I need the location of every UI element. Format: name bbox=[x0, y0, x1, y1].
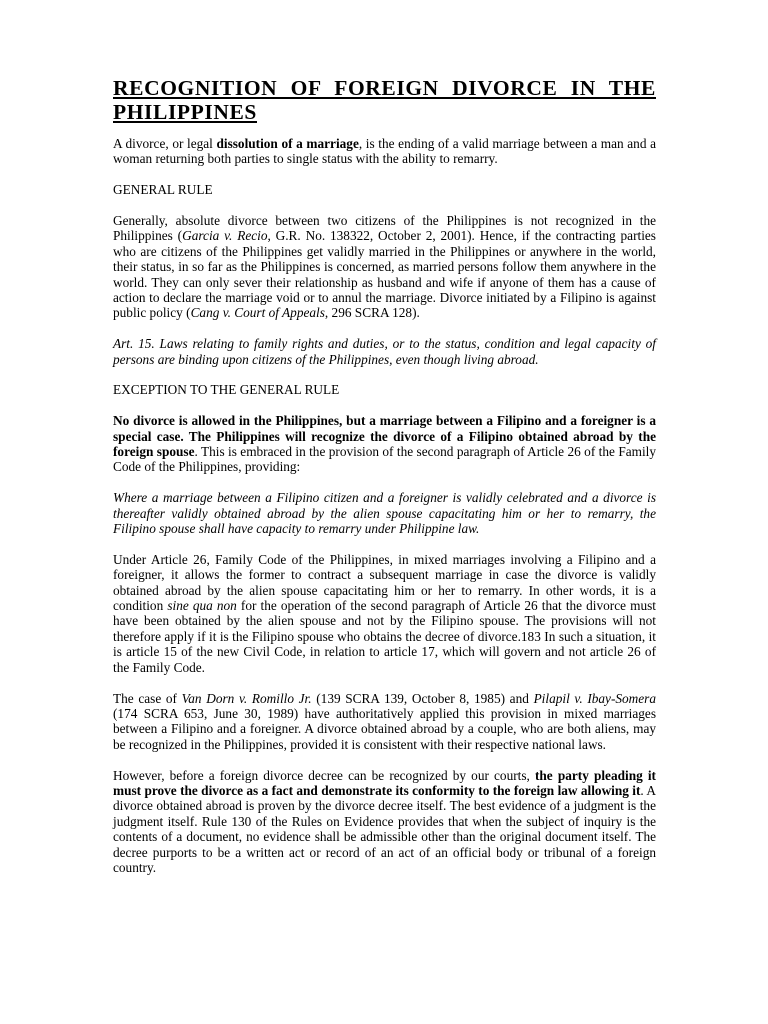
art26-discussion-paragraph bbox=[113, 552, 656, 675]
art26-text-1: Under Article 26, Family Code of the Philippines, in mixed marriages involving a Filipino and a foreigner, it allows the former to contract a subsequent marriage in case the divorce is validly obtained abroad by the alien spouse capacitating him or her to remarry. In other words, it is a condition bbox=[113, 551, 656, 614]
proof-text-1: However, before a foreign divorce decree can be recognized by our courts, bbox=[113, 767, 535, 783]
exception-bold-text: No divorce is allowed in the Philippines, but a marriage between a Filipino and a foreigner is a special case. The Philippines will recognize the divorce of a Filipino obtained abroad by the foreign spouse bbox=[113, 413, 656, 460]
general-rule-heading: GENERAL RULE bbox=[113, 182, 213, 198]
case-citation-cang: Cang v. Court of Appeals bbox=[190, 305, 325, 321]
intro-text-2: , is the ending of a valid marriage between a man and a woman returning both parties to single status with the ability to remarry. bbox=[113, 136, 656, 167]
exception-heading: EXCEPTION TO THE GENERAL RULE bbox=[113, 382, 340, 398]
proof-paragraph bbox=[113, 768, 656, 876]
sine-qua-non-term: sine qua non bbox=[167, 598, 237, 614]
case-citation-garcia: Garcia v. Recio bbox=[182, 228, 268, 244]
case-citation-van-dorn: Van Dorn v. Romillo Jr. bbox=[181, 690, 312, 706]
cases-text-3: (174 SCRA 653, June 30, 1989) have authoritatively applied this provision in mixed marriages between a Filipino and a foreigner. A divorce obtained abroad by a couple, who are both aliens, may be recognized in the Philippines, provided it is consistent with their respective national laws. bbox=[113, 705, 656, 752]
exception-paragraph bbox=[113, 413, 656, 475]
case-citation-pilapil: Pilapil v. Ibay-Somera bbox=[533, 690, 657, 706]
document-page bbox=[113, 76, 656, 891]
cases-text-2: (139 SCRA 139, October 8, 1985) and bbox=[311, 690, 534, 706]
cases-text-1: The case of bbox=[113, 690, 182, 706]
art26-text-2: for the operation of the second paragraph of Article 26 that the divorce must have been obtained by the alien spouse and not by the Filipino spouse. The provisions will not therefore apply if it is the Filipino spouse who obtains the decree of divorce.183 In such a situation, it is article 15 of the new Civil Code, in relation to article 17, which will govern and not article 26 of the Family Code. bbox=[113, 598, 656, 675]
general-rule-text-2: , G.R. No. 138322, October 2, 2001). Hence, if the contracting parties who are citizens of the Philippines get validly married in the Philippines or anywhere in the world, their status, in so far as the Philippines is concerned, as married persons follow them anywhere in the world. They can only sever their relationship as husband and wife if anyone of them has a cause of action to declare the marriage void or to annul the marriage. Divorce initiated by a Filipino is against public policy ( bbox=[113, 228, 656, 321]
intro-bold-term: dissolution of a marriage bbox=[216, 136, 359, 151]
intro-paragraph bbox=[113, 136, 656, 167]
general-rule-paragraph bbox=[113, 213, 656, 321]
cases-paragraph bbox=[113, 691, 656, 753]
art26-quote: Where a marriage between a Filipino citizen and a foreigner is validly celebrated and a divorce is thereafter validly obtained abroad by the alien spouse capacitating him or her to remarry, the Filipino spouse shall have capacity to remarry under Philippine law. bbox=[113, 490, 656, 537]
document-title: RECOGNITION OF FOREIGN DIVORCE IN THE PHILIPPINES bbox=[113, 76, 656, 124]
general-rule-text-3: , 296 SCRA 128). bbox=[324, 305, 420, 321]
art15-quote: Art. 15. Laws relating to family rights and duties, or to the status, condition and legal capacity of persons are binding upon citizens of the Philippines, even though living abroad. bbox=[113, 336, 656, 367]
intro-text-1: A divorce, or legal bbox=[113, 136, 217, 151]
exception-text: . This is embraced in the provision of the second paragraph of Article 26 of the Family Code of the Philippines, providing: bbox=[113, 444, 656, 475]
proof-text-2: . A divorce obtained abroad is proven by the divorce decree itself. The best evidence of a judgment is the judgment itself. Rule 130 of the Rules on Evidence provides that when the subject of inquiry is the contents of a document, no evidence shall be admissible other than the original document itself. The decree purports to be a written act or record of an act of an official body or tribunal of a foreign country. bbox=[113, 782, 656, 875]
proof-bold-text: the party pleading it must prove the divorce as a fact and demonstrate its conformity to the foreign law allowing it bbox=[113, 767, 656, 798]
general-rule-text-1: Generally, absolute divorce between two citizens of the Philippines is not recognized in the Philippines ( bbox=[113, 213, 656, 244]
